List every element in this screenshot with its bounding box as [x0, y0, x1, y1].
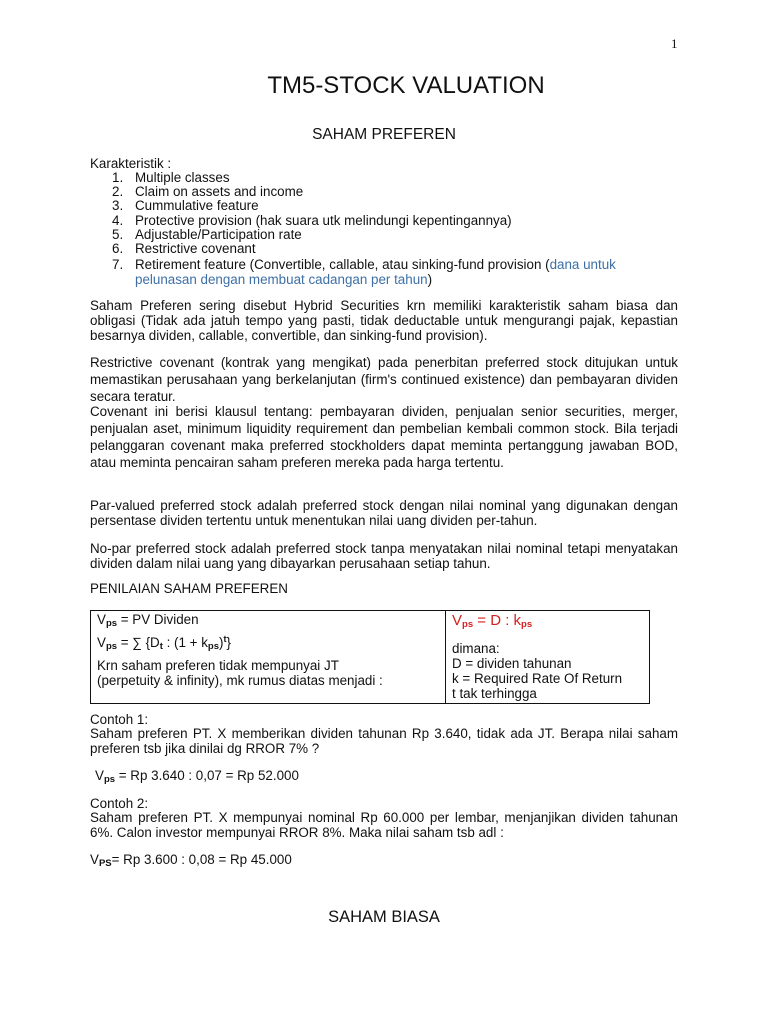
contoh2-result — [90, 852, 678, 867]
list-item — [90, 227, 680, 241]
list-item-number: 2. — [112, 184, 124, 200]
paragraph-par-valued: Par-valued preferred stock adalah preferred stock dengan nilai nominal yang digunakan dengan persentase dividen tertentu untuk menentukan nilai uang dividen per-tahun. — [90, 498, 678, 528]
karakteristik-label: Karakteristik : — [90, 156, 172, 171]
list-item-number: 6. — [112, 240, 124, 256]
var-k: k — [513, 612, 522, 629]
list-item-number: 1. — [112, 170, 124, 185]
sub-ps: ps — [105, 641, 118, 652]
contoh1-label: Contoh 1: — [90, 712, 149, 727]
list-item — [90, 257, 680, 287]
valuation-formula-table — [90, 610, 650, 704]
def-t: t tak terhingga — [452, 686, 537, 701]
list-item-highlight: dana untuk pelunasan dengan membuat cadangan per tahun — [135, 257, 616, 288]
list-item-number: 5. — [112, 226, 124, 242]
list-item — [90, 170, 680, 184]
list-item-text: Adjustable/Participation rate — [135, 226, 302, 242]
contoh2-label: Contoh 2: — [90, 796, 149, 811]
contoh1-result — [95, 768, 683, 783]
list-item — [90, 241, 680, 255]
formula-pv-text: = PV Dividen — [120, 612, 199, 627]
section-heading-saham-preferen: SAHAM PREFEREN — [312, 126, 456, 143]
contoh1-result-text: = Rp 3.640 : 0,07 = Rp 52.000 — [115, 768, 299, 783]
formula-cell-left — [91, 611, 446, 704]
paragraph-covenant-clauses: Covenant ini berisi klausul tentang: pembayaran dividen, penjualan senior securities, merger, penjualan aset, minimum liquidity requirement dan pembelian kembali common stock. Bila terjadi pelanggaran covenant maka preferred stockholders dapat meminta pertanggung jawaban BOD, atau meminta pencairan saham preferen mereka pada harga tertentu. — [90, 404, 678, 470]
list-item — [90, 213, 680, 227]
var-v: V — [97, 635, 106, 650]
page-title: TM5-STOCK VALUATION — [267, 72, 545, 99]
contoh2-text: Saham preferen PT. X mempunyai nominal Rp 60.000 per lembar, menjanjikan dividen tahunan 6%. Calon investor mempunyai RROR 8%. Maka nilai saham tsb adl : — [90, 810, 678, 840]
sub-ps-upper: PS — [98, 858, 112, 869]
list-item-text: Claim on assets and income — [135, 184, 304, 200]
formula-perpetuity — [452, 613, 645, 632]
list-item-number: 4. — [112, 212, 124, 228]
formula-perpetuity-mid: = D : — [473, 612, 514, 629]
formula-sum-close: } — [226, 635, 231, 650]
formula-sum-open: = ∑ {D — [120, 635, 160, 650]
sup-t: t — [223, 634, 227, 644]
list-item-text: Restrictive covenant — [135, 240, 256, 256]
sub-ps: ps — [103, 774, 116, 785]
var-v: V — [90, 852, 99, 867]
list-item-text: Cummulative feature — [135, 198, 259, 214]
formula-cell-right — [446, 611, 650, 704]
sub-ps: ps — [105, 618, 118, 629]
var-v: V — [452, 612, 463, 629]
formula-sum-paren: ) — [219, 635, 224, 650]
formula-sum — [97, 635, 445, 652]
list-item-text: Protective provision (hak suara utk melindungi kepentingannya) — [135, 212, 512, 228]
list-item-text: Retirement feature (Convertible, callable, atau sinking-fund provision ( — [135, 257, 550, 273]
var-v: V — [97, 612, 106, 627]
sub-t: t — [159, 641, 163, 652]
list-item-text: Multiple classes — [135, 170, 230, 185]
def-d: D = dividen tahunan — [452, 656, 572, 671]
sub-ps: ps — [462, 619, 474, 630]
def-k: k = Required Rate Of Return — [452, 671, 623, 686]
list-item — [90, 184, 680, 198]
paragraph-restrictive-covenant: Restrictive covenant (kontrak yang mengikat) pada penerbitan preferred stock ditujukan untuk memastikan perusahaan yang berkelanjutan (firm's continued existence) dan pembayaran dividen secara teratur. — [90, 355, 678, 404]
krn-line-1: Krn saham preferen tidak mempunyai JT — [97, 658, 339, 673]
formula-sum-mid: : (1 + k — [162, 635, 208, 650]
list-item — [90, 198, 680, 212]
page-number: 1 — [671, 36, 678, 51]
section-heading-saham-biasa: SAHAM BIASA — [328, 908, 440, 926]
dimana-label: dimana: — [452, 641, 500, 656]
contoh2-result-text: = Rp 3.600 : 0,08 = Rp 45.000 — [111, 852, 292, 867]
list-item-number: 7. — [112, 257, 124, 273]
list-item-text-end: ) — [427, 272, 433, 288]
formula-pv-dividen — [97, 612, 445, 629]
sub-ps: ps — [207, 641, 220, 652]
section-heading-penilaian: PENILAIAN SAHAM PREFEREN — [90, 581, 288, 596]
paragraph-hybrid-securities: Saham Preferen sering disebut Hybrid Securities krn memiliki karakteristik saham biasa dan obligasi (Tidak ada jatuh tempo yang pasti, tidak deductable untuk mengurangi pajak, kepastian besarnya dividen, callable, convertible, dan sinking-fund provision). — [90, 298, 678, 343]
contoh1-text: Saham preferen PT. X memberikan dividen tahunan Rp 3.640, tidak ada JT. Berapa nilai saham preferen tsb jika dinilai dg RROR 7% ? — [90, 726, 678, 756]
var-v: V — [95, 768, 104, 783]
paragraph-no-par: No-par preferred stock adalah preferred stock tanpa menyatakan nilai nominal tetapi menyatakan dividen dalam nilai uang yang dibayarkan perusahaan setiap tahun. — [90, 541, 678, 571]
krn-line-2: (perpetuity & infinity), mk rumus diatas menjadi : — [97, 673, 383, 688]
karakteristik-list — [90, 170, 680, 287]
sub-ps: ps — [521, 619, 533, 630]
list-item-number: 3. — [112, 198, 124, 214]
